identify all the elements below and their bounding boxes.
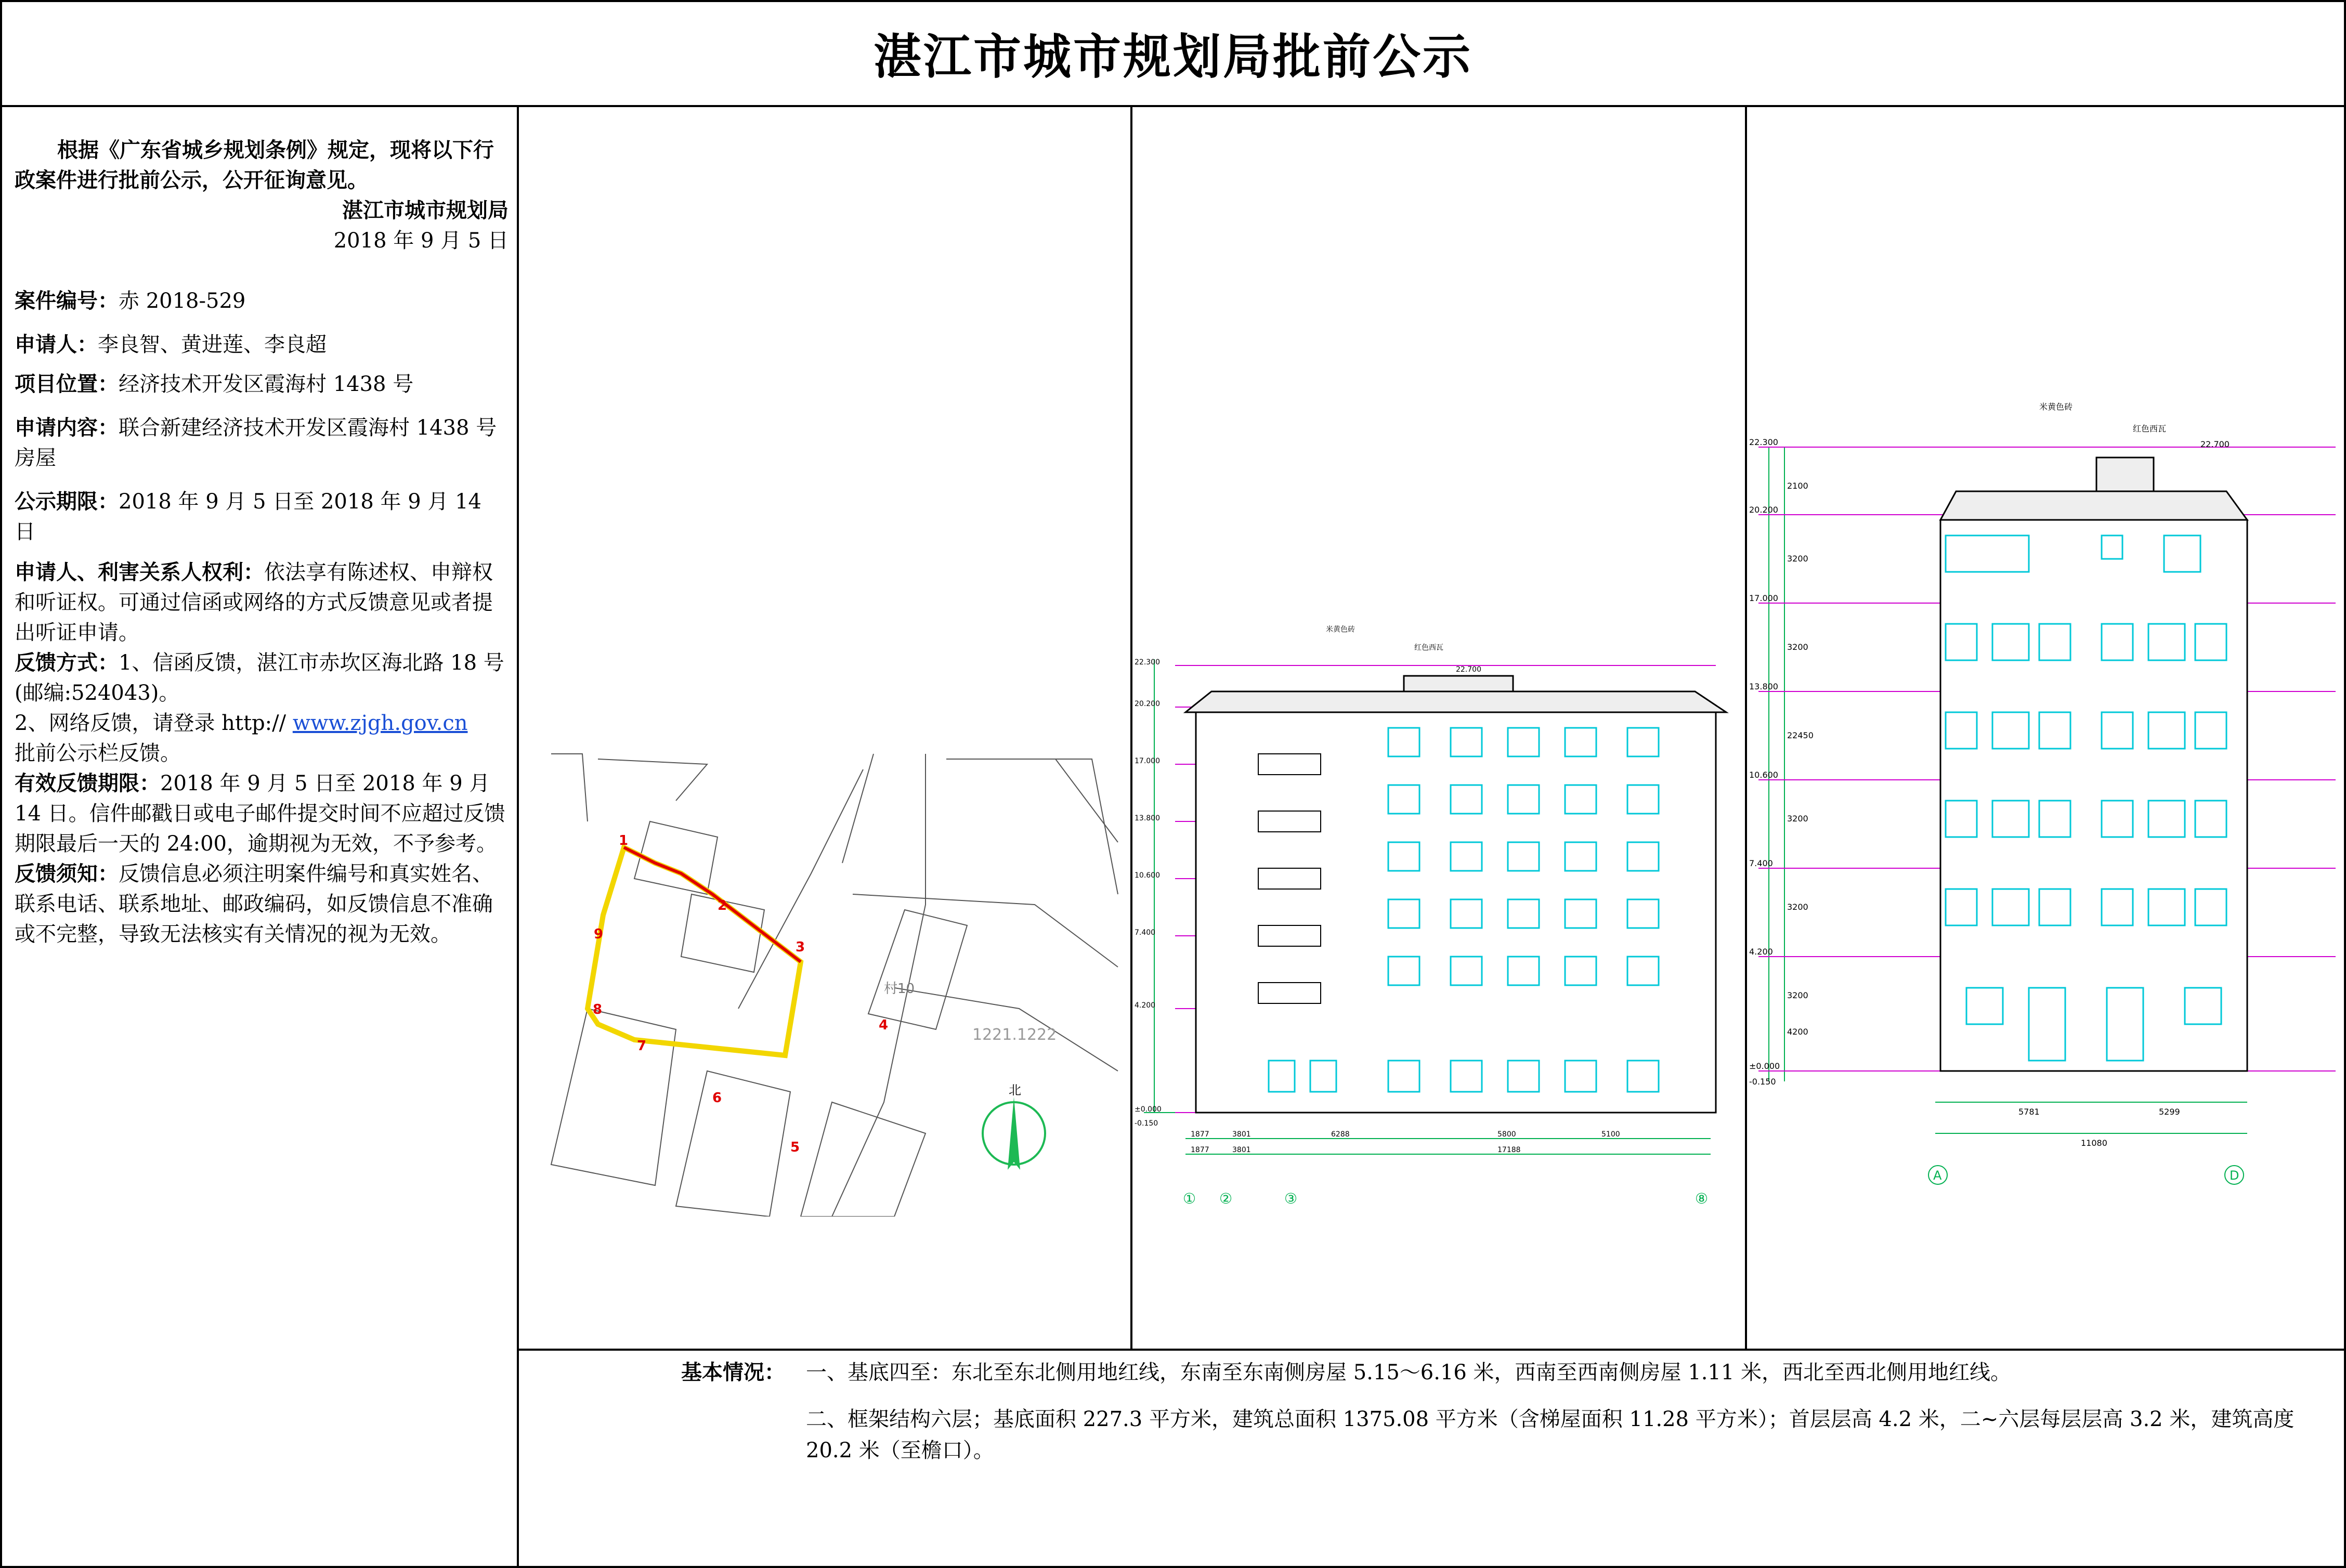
elevation-front-drawing	[1133, 613, 1742, 1237]
svg-text:22.700: 22.700	[1456, 665, 1481, 674]
svg-text:4.200: 4.200	[1749, 947, 1773, 957]
svg-text:10.600: 10.600	[1749, 770, 1778, 780]
svg-text:20.200: 20.200	[1135, 700, 1160, 708]
north-label: 北	[1009, 1083, 1021, 1097]
svg-text:红色西瓦: 红色西瓦	[2133, 424, 2167, 434]
svg-text:-0.150: -0.150	[1749, 1077, 1776, 1087]
svg-text:22450: 22450	[1787, 730, 1814, 740]
svg-text:17188: 17188	[1497, 1146, 1521, 1154]
basic-line-1: 一、基底四至：东北至东北侧用地红线，东南至东南侧房屋 5.15～6.16 米，西南至西南侧房屋 1.11 米，西北至西北侧用地红线。	[806, 1361, 2012, 1384]
lot-label: 村10	[884, 981, 915, 997]
svg-text:±0.000: ±0.000	[1749, 1061, 1780, 1071]
point-3: 3	[796, 939, 805, 955]
north-arrow-icon	[1008, 1097, 1020, 1170]
title-divider	[0, 105, 2346, 107]
svg-text:4.200: 4.200	[1135, 1001, 1156, 1010]
svg-text:17.000: 17.000	[1749, 593, 1778, 603]
feedback-method: 反馈方式：1、信函反馈，湛江市赤坎区海北路 18 号(邮编:524043)。	[15, 650, 504, 705]
svg-text:3801: 3801	[1232, 1146, 1251, 1154]
svg-text:17.000: 17.000	[1135, 757, 1160, 765]
svg-text:11080: 11080	[2081, 1138, 2107, 1148]
svg-text:13.800: 13.800	[1135, 814, 1160, 822]
svg-text:7.400: 7.400	[1749, 858, 1773, 868]
intro-org: 湛江市城市规划局	[342, 198, 509, 223]
svg-text:1877: 1877	[1191, 1130, 1209, 1139]
svg-text:22.700: 22.700	[2200, 439, 2230, 449]
svg-text:7.400: 7.400	[1135, 929, 1156, 937]
feedback-online: 2、网络反馈，请登录 http:// www.zjgh.gov.cn 批前公示栏反馈。	[15, 711, 468, 765]
point-9: 9	[594, 926, 604, 942]
basic-divider	[517, 1349, 2346, 1351]
svg-text:±0.000: ±0.000	[1135, 1105, 1162, 1114]
svg-text:米黄色砖: 米黄色砖	[1326, 625, 1355, 634]
applicant: 申请人：李良智、黄进莲、李良超	[15, 332, 327, 357]
case-number: 案件编号：赤 2018-529	[15, 289, 246, 313]
svg-text:3200: 3200	[1787, 642, 1808, 652]
svg-text:5299: 5299	[2159, 1107, 2180, 1117]
application-content: 申请内容：联合新建经济技术开发区霞海村 1438 号房屋	[15, 415, 497, 470]
axis-a: A	[1933, 1168, 1942, 1183]
axis-d: D	[2230, 1168, 2239, 1183]
svg-text:3200: 3200	[1787, 902, 1808, 912]
website-link[interactable]: www.zjgh.gov.cn	[292, 711, 468, 735]
basic-line-2: 二、框架结构六层；基底面积 227.3 平方米，建筑总面积 1375.08 平方米（含梯屋面积 11.28 平方米）；首层层高 4.2 米，二~六层每层层高 3.2 米，建筑高度 20.2 米（至檐口）。	[806, 1407, 2295, 1462]
point-2: 2	[718, 898, 727, 913]
svg-text:3200: 3200	[1787, 990, 1808, 1000]
point-7: 7	[637, 1038, 647, 1054]
svg-text:13.800: 13.800	[1749, 682, 1778, 691]
parcel-number: 1221.1222	[972, 1026, 1057, 1044]
drawing-divider-1	[1130, 105, 1132, 1350]
basic-info	[520, 1357, 2340, 1466]
svg-text:2100: 2100	[1787, 481, 1808, 491]
svg-text:5800: 5800	[1497, 1130, 1516, 1139]
svg-text:3801: 3801	[1232, 1130, 1251, 1139]
svg-text:红色西瓦: 红色西瓦	[1414, 644, 1443, 652]
axis-3: ③	[1284, 1190, 1298, 1207]
svg-text:20.200: 20.200	[1749, 505, 1778, 515]
svg-text:22.300: 22.300	[1749, 437, 1778, 447]
notice-period: 公示期限：2018 年 9 月 5 日至 2018 年 9 月 14 日	[15, 489, 481, 544]
svg-text:5781: 5781	[2018, 1107, 2040, 1117]
svg-text:3200: 3200	[1787, 814, 1808, 824]
point-8: 8	[593, 1002, 603, 1017]
svg-text:4200: 4200	[1787, 1027, 1808, 1037]
project-location: 项目位置：经济技术开发区霞海村 1438 号	[15, 372, 414, 396]
page-title: 湛江市城市规划局批前公示	[873, 29, 1472, 85]
basic-label: 基本情况：	[681, 1360, 785, 1384]
feedback-deadline: 有效反馈期限：2018 年 9 月 5 日至 2018 年 9 月 14 日。信件邮戳日或电子邮件提交时间不应超过反馈期限最后一天的 24:00，逾期视为无效，不予参考。	[15, 771, 505, 856]
axis-1: ①	[1183, 1190, 1196, 1207]
svg-text:22.300: 22.300	[1135, 658, 1160, 667]
notice-text-column	[15, 135, 509, 949]
point-6: 6	[712, 1090, 722, 1106]
svg-text:米黄色砖: 米黄色砖	[2039, 402, 2073, 412]
svg-text:1877: 1877	[1191, 1146, 1209, 1154]
feedback-notice: 反馈须知：反馈信息必须注明案件编号和真实姓名、联系电话、联系地址、邮政编码，如反馈信息不准确或不完整，导致无法核实有关情况的视为无效。	[15, 861, 493, 946]
svg-text:10.600: 10.600	[1135, 871, 1160, 880]
site-plan-drawing	[520, 738, 1128, 1217]
elevation-side-drawing	[1748, 395, 2341, 1196]
point-5: 5	[790, 1140, 800, 1155]
axis-2: ②	[1219, 1190, 1233, 1207]
axis-8: ⑧	[1695, 1190, 1709, 1207]
intro-text: 根据《广东省城乡规划条例》规定，现将以下行政案件进行批前公示，公开征询意见。	[15, 138, 494, 192]
drawing-divider-2	[1745, 105, 1747, 1350]
point-4: 4	[879, 1017, 889, 1033]
svg-text:3200: 3200	[1787, 554, 1808, 564]
intro-date: 2018 年 9 月 5 日	[333, 229, 509, 253]
svg-text:6288: 6288	[1331, 1130, 1350, 1139]
svg-text:5100: 5100	[1601, 1130, 1620, 1139]
applicant-rights: 申请人、利害关系人权利：依法享有陈述权、申辩权和听证权。可通过信函或网络的方式反馈意见或者提出听证申请。	[15, 560, 493, 645]
svg-text:-0.150: -0.150	[1135, 1119, 1158, 1128]
point-1: 1	[619, 833, 629, 848]
